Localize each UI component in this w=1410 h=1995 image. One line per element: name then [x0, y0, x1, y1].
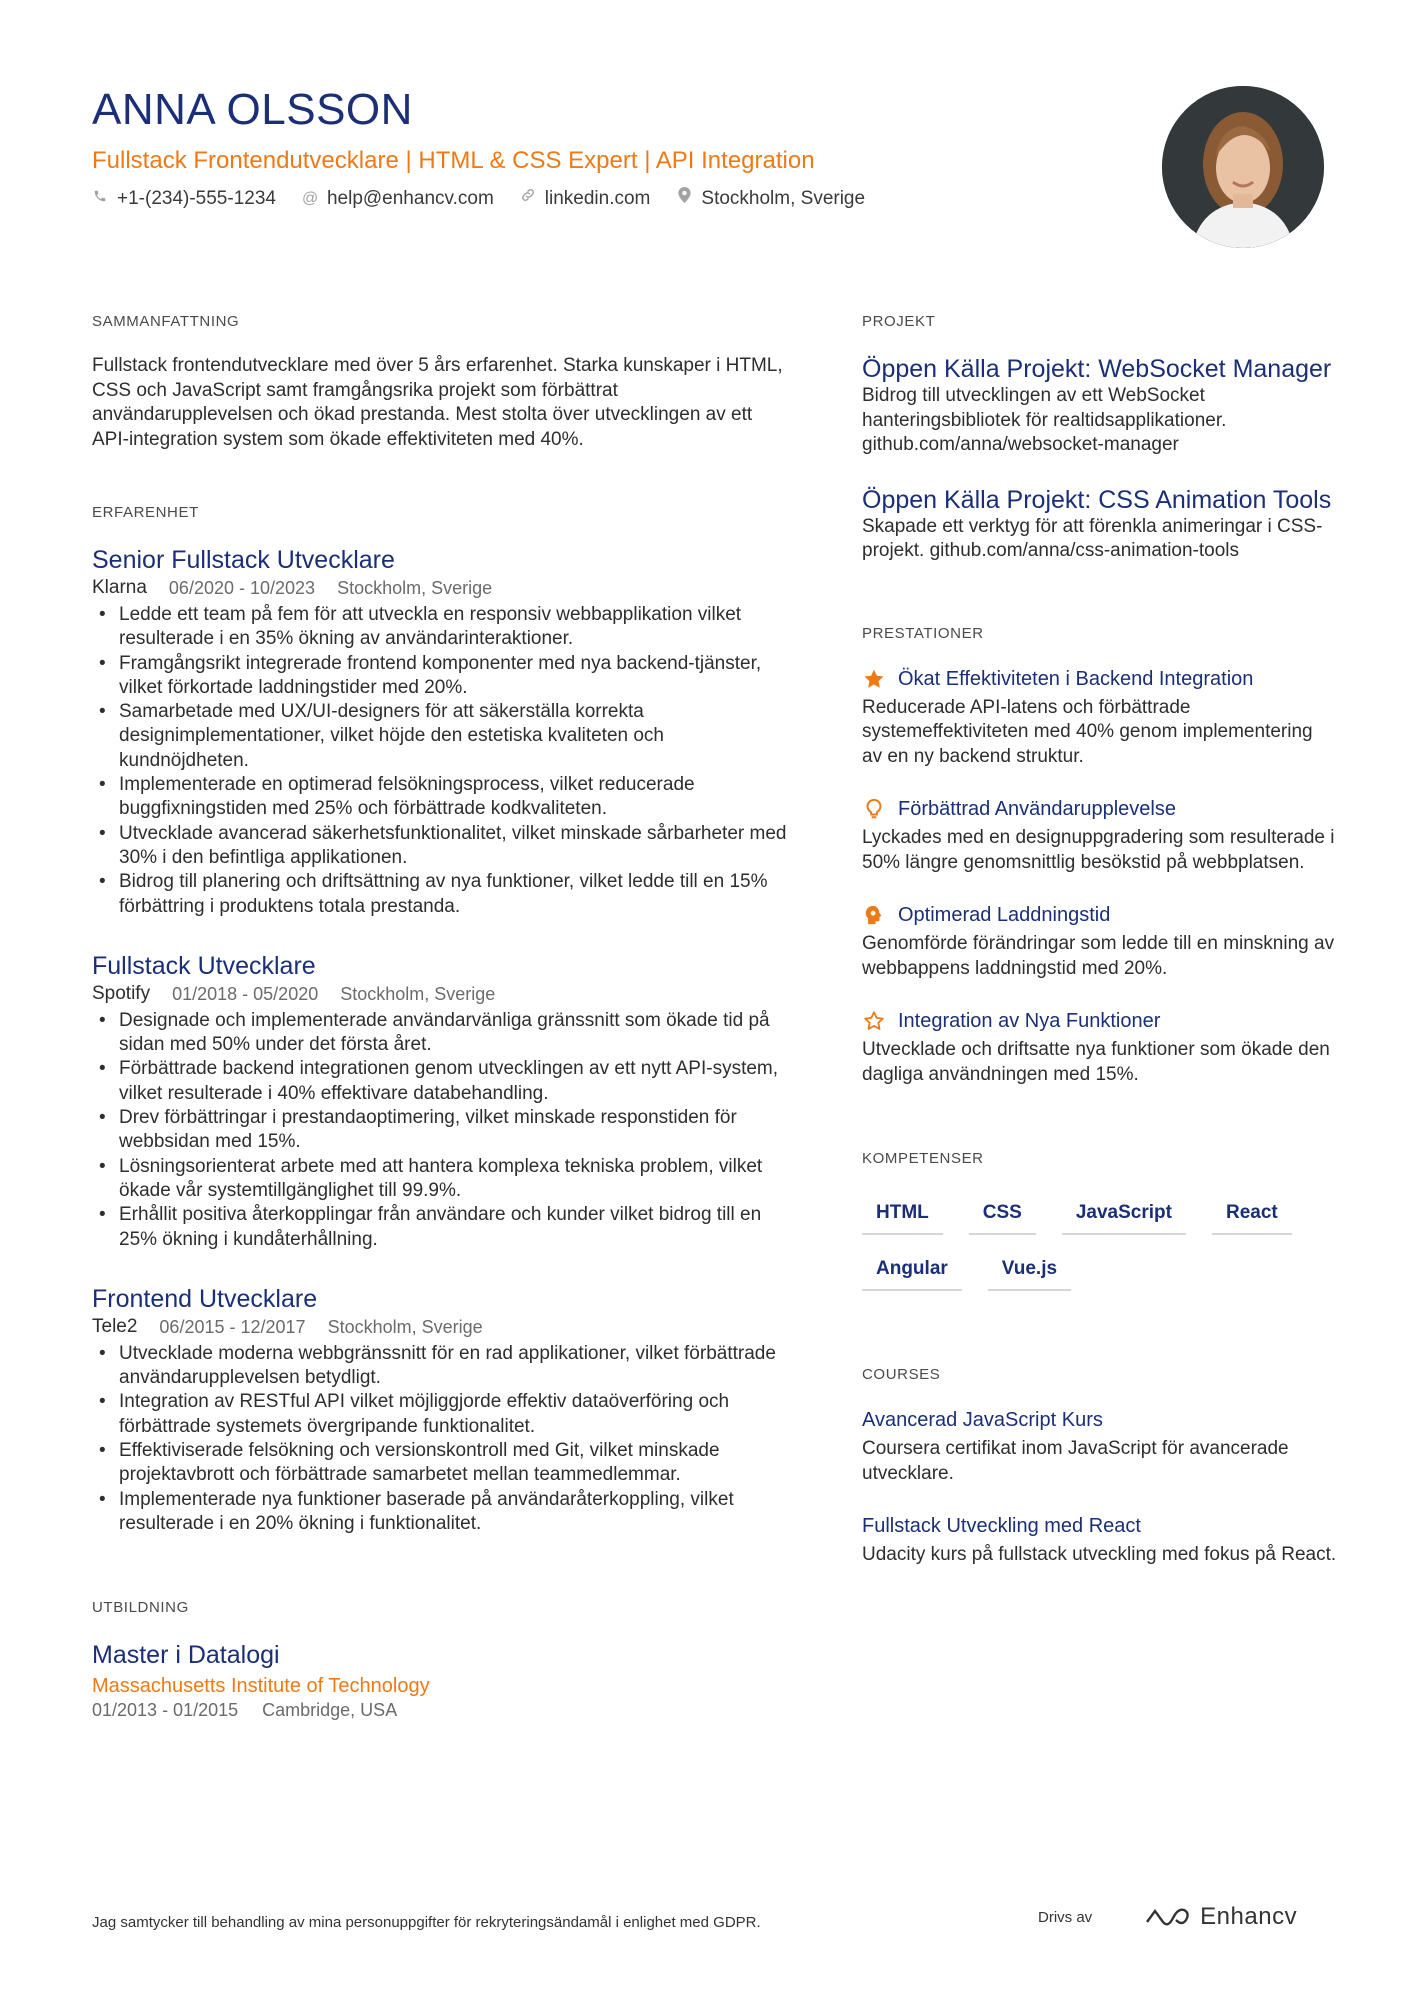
- star-outline-icon: [862, 1009, 886, 1033]
- job-dates: 06/2015 - 12/2017: [159, 1316, 306, 1337]
- course-entry: [862, 1513, 1337, 1568]
- job-bullet: • Implementerade en optimerad felsökningsprocess, vilket reducerade buggfixningstiden med 25% och förbättrade kodkvaliteten.: [92, 773, 792, 822]
- job-company: Klarna: [92, 577, 147, 598]
- contact-email[interactable]: [302, 186, 494, 212]
- job-company: Tele2: [92, 1315, 138, 1337]
- enhancv-logo[interactable]: [1144, 1903, 1297, 1931]
- enhancv-logo-text: Enhancv: [1200, 1903, 1298, 1930]
- education-meta: [92, 1699, 792, 1721]
- course-title: Fullstack Utveckling med React: [862, 1515, 1141, 1537]
- skill-tag: JavaScript: [1062, 1195, 1186, 1235]
- achievement-header: [862, 666, 1337, 692]
- summary-text: Fullstack frontendutvecklare med över 5 års erfarenhet. Starka kunskaper i HTML, CSS och JavaScript samt framgångsrika projekt som förbättrat användarupplevelsen och ökad prestanda. Mest stolta över utvecklingen av ett API-integration system som ökade effektiviteten med 40%.: [92, 355, 783, 450]
- skills-section: [862, 1149, 1337, 1307]
- section-title-experience: ERFARENHET: [92, 504, 199, 521]
- location-pin-icon: [676, 186, 692, 212]
- project-title: Öppen Källa Projekt: CSS Animation Tools: [862, 485, 1332, 514]
- resume-header: [92, 84, 1142, 212]
- candidate-headline: Fullstack Frontendutvecklare | HTML & CSS Expert | API Integration: [92, 147, 815, 174]
- section-title-courses: COURSES: [862, 1366, 941, 1383]
- summary-section: [92, 312, 792, 452]
- job-bullets: [92, 1342, 792, 1536]
- achievement-description: Genomförde förändringar som ledde till en minskning av webbappens laddningstid med 20%.: [862, 933, 1335, 979]
- phone-icon: [92, 186, 108, 212]
- at-icon: @: [301, 190, 319, 207]
- contact-location: [676, 186, 865, 212]
- job-bullet: • Integration av RESTful API vilket möjliggjorde effektiv dataöverföring och förbättrade systemets övergripande funktionalitet.: [92, 1390, 792, 1439]
- job-bullet: • Ledde ett team på fem för att utveckla en responsiv webbapplikation vilket resulterade i en 35% ökning av användarinteraktioner.: [92, 603, 792, 652]
- courses-section: [862, 1365, 1337, 1568]
- job-entry: [92, 545, 792, 919]
- skill-tag: HTML: [862, 1195, 943, 1235]
- job-location: Stockholm, Sverige: [337, 578, 493, 598]
- achievement-description: Utvecklade och driftsatte nya funktioner som ökade den dagliga användningen med 15%.: [862, 1039, 1330, 1085]
- job-location: Stockholm, Sverige: [327, 1316, 483, 1337]
- job-bullet: • Utvecklade moderna webbgränssnitt för en rad applikationer, vilket förbättrade användarupplevelsen betydligt.: [92, 1342, 792, 1391]
- job-entry: [92, 951, 792, 1252]
- achievement-header: [862, 1008, 1337, 1034]
- achievement-title: Optimerad Laddningstid: [898, 904, 1111, 926]
- gdpr-consent-text: Jag samtycker till behandling av mina personuppgifter för rekryteringsändamål i enlighet med GDPR.: [92, 1914, 761, 1931]
- education-location: Cambridge, USA: [262, 1700, 398, 1721]
- project-description: Skapade ett verktyg för att förenkla animeringar i CSS-projekt. github.com/anna/css-animation-tools: [862, 515, 1323, 561]
- section-title-skills: KOMPETENSER: [862, 1150, 984, 1167]
- achievement-title: Integration av Nya Funktioner: [898, 1010, 1161, 1032]
- achievement-entry: [862, 902, 1337, 981]
- job-company: Spotify: [92, 982, 151, 1004]
- education-degree: Master i Datalogi: [92, 1641, 280, 1670]
- job-bullet: • Bidrog till planering och driftsättning av nya funktioner, vilket ledde till en 15% förbättring i produktens totala prestanda.: [92, 870, 792, 919]
- skill-tag: Angular: [862, 1251, 962, 1291]
- job-title: Frontend Utvecklare: [92, 1284, 318, 1313]
- left-column: [92, 312, 792, 1721]
- enhancv-logo-icon: [1144, 1906, 1192, 1928]
- achievement-description: Lyckades med en designuppgradering som resulterade i 50% längre genomsnittlig besökstid på webbplatsen.: [862, 827, 1335, 873]
- job-bullet: • Lösningsorienterat arbete med att hantera komplexa tekniska problem, vilket ökade vår systemtillgänglighet till 99.9%.: [92, 1155, 792, 1204]
- experience-section: [92, 503, 792, 1536]
- job-title: Senior Fullstack Utvecklare: [92, 546, 395, 574]
- achievement-entry: [862, 1008, 1337, 1087]
- achievement-header: [862, 796, 1337, 822]
- lightbulb-icon: [862, 797, 886, 821]
- course-description: Coursera certifikat inom JavaScript för avancerade utvecklare.: [862, 1438, 1289, 1484]
- job-bullet: • Implementerade nya funktioner baserade på användaråterkoppling, vilket resulterade i en 20% ökning i funktionalitet.: [92, 1488, 792, 1537]
- contact-email-text[interactable]: help@enhancv.com: [326, 188, 494, 209]
- achievement-description: Reducerade API-latens och förbättrade systemeffektiviteten med 40% genom implementering av en ny backend struktur.: [862, 696, 1313, 767]
- projects-section: [862, 312, 1337, 564]
- contact-location-text: Stockholm, Sverige: [701, 188, 866, 209]
- job-location: Stockholm, Sverige: [340, 983, 496, 1004]
- project-entry: [862, 485, 1337, 564]
- achievement-title: Förbättrad Användarupplevelse: [898, 798, 1176, 820]
- job-dates: 06/2020 - 10/2023: [168, 578, 316, 598]
- job-meta: [92, 576, 792, 600]
- contact-phone-text: +1-(234)-555-1234: [117, 188, 276, 209]
- job-entry: [92, 1284, 792, 1536]
- section-title-achievements: PRESTATIONER: [862, 624, 984, 642]
- contact-phone: [92, 186, 276, 212]
- job-title: Fullstack Utvecklare: [92, 951, 316, 980]
- link-icon: [520, 186, 536, 212]
- course-entry: [862, 1407, 1337, 1486]
- job-bullet: • Utvecklade avancerad säkerhetsfunktionalitet, vilket minskade sårbarheter med 30% i den befintliga applikationen.: [92, 822, 792, 871]
- head-gear-icon: [862, 903, 886, 927]
- course-description: Udacity kurs på fullstack utveckling med fokus på React.: [862, 1544, 1337, 1565]
- job-bullets: [92, 1009, 792, 1252]
- candidate-name: ANNA OLSSON: [92, 85, 413, 134]
- skill-tag: Vue.js: [988, 1251, 1071, 1291]
- achievement-entry: [862, 796, 1337, 875]
- achievement-header: [862, 902, 1337, 928]
- star-filled-icon: [862, 667, 886, 691]
- contact-list: [92, 186, 1142, 212]
- contact-linkedin-text[interactable]: linkedin.com: [544, 188, 651, 209]
- section-title-education: UTBILDNING: [92, 1599, 189, 1617]
- job-bullet: • Samarbetade med UX/UI-designers för att säkerställa korrekta designimplementationer, vilket höjde den estetiska kvaliteten och kundnöjdheten.: [92, 700, 792, 773]
- right-column: [862, 312, 1337, 1568]
- job-bullet: • Designade och implementerade användarvänliga gränssnitt som ökade tid på sidan med 50% under det första året.: [92, 1009, 792, 1058]
- education-section: [92, 1598, 792, 1721]
- job-bullet: • Effektiviserade felsökning och versionskontroll med Git, vilket minskade projektavbrott och förbättrade samarbetet mellan teammedlemmar.: [92, 1439, 792, 1488]
- powered-by-label: Drivs av: [1038, 1908, 1093, 1926]
- education-school: Massachusetts Institute of Technology: [92, 1675, 430, 1698]
- job-bullet: • Framgångsrikt integrerade frontend komponenter med nya backend-tjänster, vilket förkortade laddningstider med 20%.: [92, 652, 792, 701]
- skill-tag: React: [1212, 1195, 1292, 1235]
- job-bullet: • Förbättrade backend integrationen genom utvecklingen av ett nytt API-system, vilket resulterade i 40% effektivare databehandling.: [92, 1057, 792, 1106]
- section-title-projects: PROJEKT: [862, 313, 936, 330]
- job-bullet: • Drev förbättringar i prestandaoptimering, vilket minskade responstiden för webbsidan med 15%.: [92, 1106, 792, 1155]
- section-title-summary: SAMMANFATTNING: [92, 313, 240, 330]
- achievements-section: [862, 624, 1337, 1088]
- footer-branding[interactable]: [1038, 1903, 1297, 1931]
- profile-photo: [1162, 86, 1324, 248]
- project-title: Öppen Källa Projekt: WebSocket Manager: [862, 355, 1332, 383]
- project-entry: [862, 354, 1337, 458]
- project-description: Bidrog till utvecklingen av ett WebSocket hanteringsbibliotek för realtidsapplikationer. github.com/anna/websocket-manager: [862, 385, 1227, 455]
- job-dates: 01/2018 - 05/2020: [172, 983, 319, 1004]
- achievement-entry: [862, 666, 1337, 770]
- skill-tags: [862, 1195, 1332, 1307]
- job-meta: [92, 1315, 792, 1339]
- job-bullets: [92, 603, 792, 919]
- course-title: Avancerad JavaScript Kurs: [862, 1409, 1103, 1431]
- job-meta: [92, 982, 792, 1006]
- job-bullet: • Erhållit positiva återkopplingar från användare och kunder vilket bidrog till en 25% ökning i kundåterhållning.: [92, 1203, 792, 1252]
- education-dates: 01/2013 - 01/2015: [92, 1700, 239, 1721]
- achievement-title: Ökat Effektiviteten i Backend Integration: [898, 667, 1254, 690]
- skill-tag: CSS: [969, 1195, 1036, 1235]
- contact-linkedin[interactable]: [520, 186, 651, 212]
